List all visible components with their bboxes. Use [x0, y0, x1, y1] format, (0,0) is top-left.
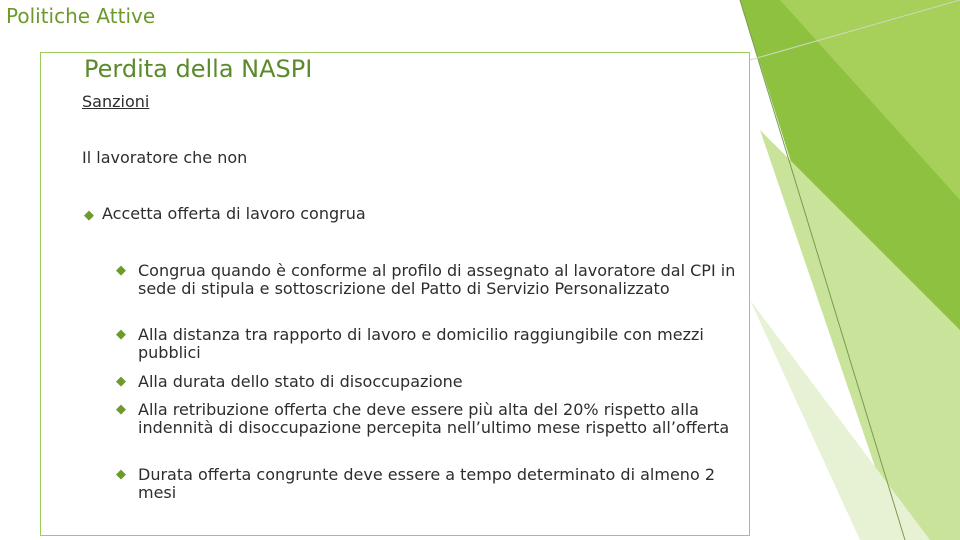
diamond-bullet-icon: ◆	[116, 374, 126, 389]
slide-subtitle: Sanzioni	[82, 92, 150, 111]
diamond-bullet-icon: ◆	[116, 402, 126, 417]
intro-text: Il lavoratore che non	[82, 148, 248, 167]
main-bullet-text: Accetta offerta di lavoro congrua	[102, 204, 366, 223]
diamond-bullet-icon: ◆	[84, 208, 94, 223]
slide-title: Perdita della NASPI	[84, 55, 313, 83]
sub-bullet	[116, 373, 746, 391]
main-bullet	[84, 204, 366, 223]
diamond-bullet-icon: ◆	[116, 263, 126, 278]
sub-bullet-text: Durata offerta congrunte deve essere a tempo determinato di almeno 2 mesi	[138, 465, 715, 502]
sub-bullet	[116, 466, 746, 502]
diamond-bullet-icon: ◆	[116, 467, 126, 482]
diamond-bullet-icon: ◆	[116, 327, 126, 342]
sub-bullet	[116, 262, 746, 298]
sub-bullet-text: Alla durata dello stato di disoccupazione	[138, 372, 463, 391]
sub-bullet-text: Alla retribuzione offerta che deve essere più alta del 20% rispetto alla indennità di disoccupazione percepita nell’ultimo mese rispetto all’offerta	[138, 400, 730, 437]
sub-bullet-text: Congrua quando è conforme al profilo di assegnato al lavoratore dal CPI in sede di stipula e sottoscrizione del Patto di Servizio Personalizzato	[138, 261, 736, 298]
sub-bullet-text: Alla distanza tra rapporto di lavoro e domicilio raggiungibile con mezzi pubblici	[138, 325, 704, 362]
section-header: Politiche Attive	[6, 4, 156, 28]
sub-bullet	[116, 401, 746, 437]
sub-bullet	[116, 326, 746, 362]
